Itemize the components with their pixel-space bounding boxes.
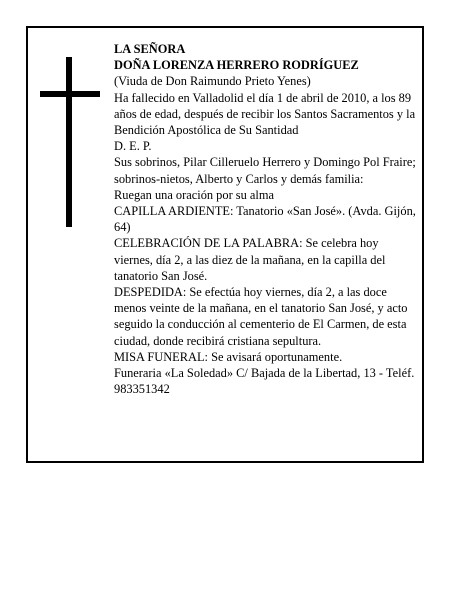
subtitle: (Viuda de Don Raimundo Prieto Yenes)	[114, 74, 311, 89]
cross-vertical-bar	[66, 57, 72, 227]
farewell-info: DESPEDIDA: Se efectúa hoy viernes, día 2, a las doce menos veinte de la mañana, en el tanatorio San José, y acto seguido la conducción al cementerio de El Carmen, de esta ciudad, donde recibirá cristiana sepultura.	[114, 285, 408, 348]
relatives: Sus sobrinos, Pilar Cilleruelo Herrero y Domingo Pol Fraire; sobrinos-nietos, Alberto y Carlos y demás familia:	[114, 155, 416, 186]
funeral-mass-info: MISA FUNERAL: Se avisará oportunamente.	[114, 349, 343, 364]
obituary-notice	[26, 26, 424, 463]
cross-horizontal-bar	[40, 91, 100, 97]
latin-cross-icon	[40, 57, 100, 227]
chapel-info: CAPILLA ARDIENTE: Tanatorio «San José». (Avda. Gijón, 64)	[114, 204, 416, 235]
prayer-request: Ruegan una oración por su alma	[114, 187, 274, 202]
obituary-text	[114, 41, 416, 397]
funeral-home-info: Funeraria «La Soledad» C/ Bajada de la Libertad, 13 - Teléf. 983351342	[114, 366, 415, 397]
deceased-name: DOÑA LORENZA HERRERO RODRÍGUEZ	[114, 58, 359, 73]
celebration-info: CELEBRACIÓN DE LA PALABRA: Se celebra hoy viernes, día 2, a las diez de la mañana, en la capilla del tanatorio San José.	[114, 236, 386, 283]
heading: LA SEÑORA	[114, 42, 186, 56]
death-announcement: Ha fallecido en Valladolid el día 1 de abril de 2010, a los 89 años de edad, después de recibir los Santos Sacramentos y la Bendición Apostólica de Su Santidad	[114, 90, 416, 138]
rip-text: D. E. P.	[114, 139, 152, 154]
